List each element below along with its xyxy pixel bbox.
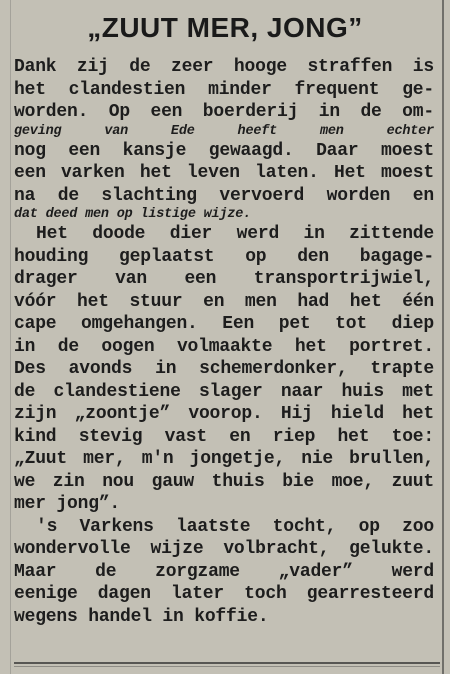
article-line: vóór het stuur en men had het één xyxy=(14,291,434,312)
article-line: na de slachting vervoerd worden en xyxy=(14,185,434,206)
article-line: de clandestiene slager naar huis met xyxy=(14,381,434,402)
article-line: drager van een transportrijwiel, xyxy=(14,269,434,289)
article-line: Het doode dier werd in zittende xyxy=(36,224,434,244)
article-body xyxy=(14,56,434,646)
article-line: Des avonds in schemerdonker, trapte xyxy=(14,359,434,379)
article-line: „Zuut mer, m'n jongetje, nie brullen, xyxy=(14,449,434,469)
article-line: worden. Op een boerderij in de om- xyxy=(14,102,434,122)
article-line: een varken het leven laten. Het moest xyxy=(14,163,434,183)
bottom-rule-thin xyxy=(14,666,440,667)
article-headline: „ZUUT MER, JONG” xyxy=(87,12,363,43)
article-line: houding geplaatst op den bagage- xyxy=(14,246,434,267)
article-line: 's Varkens laatste tocht, op zoo xyxy=(36,516,434,537)
article-line: kind stevig vast en riep het toe: xyxy=(14,426,434,447)
article-line: eenige dagen later toch gearresteerd xyxy=(14,584,434,604)
article-line: Maar de zorgzame „vader” werd xyxy=(14,561,434,582)
column-rule-left xyxy=(10,0,11,674)
article-line: wondervolle wijze volbracht, gelukte. xyxy=(14,539,434,559)
article-line: we zin nou gauw thuis bie moe, zuut xyxy=(14,471,434,492)
article-line: wegens handel in koffie. xyxy=(14,606,269,627)
article-line: cape omgehangen. Een pet tot diep xyxy=(14,314,434,334)
article-line: nog een kansje gewaagd. Daar moest xyxy=(14,140,434,161)
bottom-rule xyxy=(14,662,440,664)
column-rule-right xyxy=(442,0,444,674)
article-line: dat deed men op listige wijze. xyxy=(14,207,252,222)
article-line: in de oogen volmaakte het portret. xyxy=(14,336,434,357)
article-line: zijn „zoontje” voorop. Hij hield het xyxy=(14,404,434,424)
article-line: het clandestien minder frequent ge- xyxy=(14,79,434,100)
article-line: mer jong”. xyxy=(14,494,121,514)
article-line: geving van Ede heeft men echter xyxy=(14,123,434,139)
article-line: Dank zij de zeer hooge straffen is xyxy=(14,57,434,77)
